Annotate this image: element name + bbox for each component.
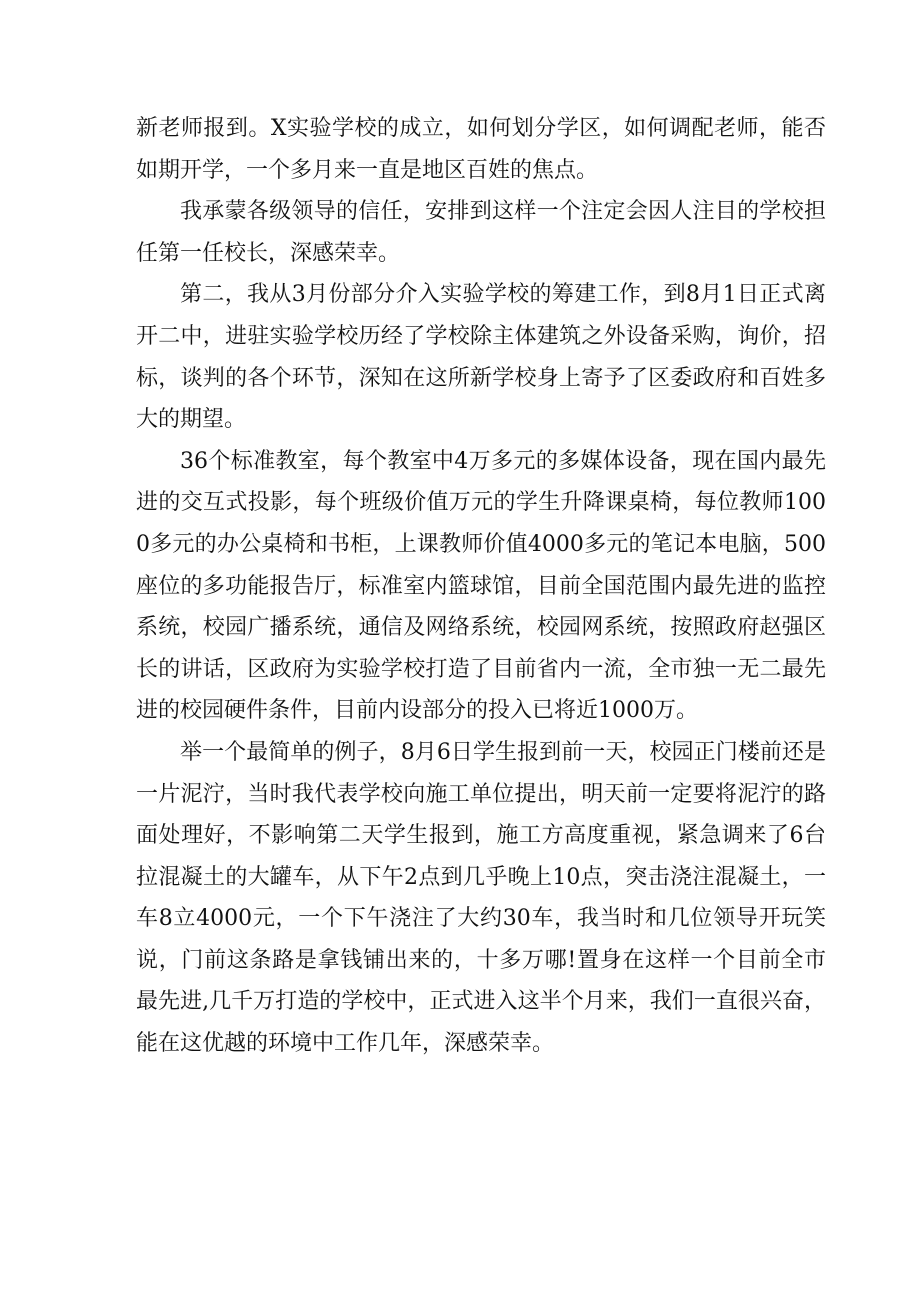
paragraph-5: 举一个最简单的例子，8月6日学生报到前一天，校园正门楼前还是一片泥泞，当时我代表学校向施工单位提出，明天前一定要将泥泞的路面处理好，不影响第二天学生报到，施工方高度重视，紧急调来了6台拉混凝土的大罐车，从下午2点到几乎晚上10点，突击浇注混凝土，一车8立4000元，一个下午浇注了大约30车，我当时和几位领导开玩笑说，门前这条路是拿钱铺出来的，十多万哪!置身在这样一个目前全市最先进,几千万打造的学校中，正式进入这半个月来，我们一直很兴奋，能在这优越的环境中工作几年，深感荣幸。	[136, 739, 826, 1057]
paragraph-3: 第二，我从3月份部分介入实验学校的筹建工作，到8月1日正式离开二中，进驻实验学校历经了学校除主体建筑之外设备采购，询价，招标，谈判的各个环节，深知在这所新学校身上寄予了区委政府和百姓多大的期望。	[136, 282, 826, 433]
paragraph-2: 我承蒙各级领导的信任，安排到这样一个注定会因人注目的学校担任第一任校长，深感荣幸。	[136, 199, 826, 266]
paragraph-4: 36个标准教室，每个教室中4万多元的多媒体设备，现在国内最先进的交互式投影，每个班级价值万元的学生升降课桌椅，每位教师1000多元的办公桌椅和书柜，上课教师价值4000多元的笔记本电脑，500座位的多功能报告厅，标准室内篮球馆，目前全国范围内最先进的监控系统，校园广播系统，通信及网络系统，校园网系统，按照政府赵强区长的讲话，区政府为实验学校打造了目前省内一流，全市独一无二最先进的校园硬件条件，目前内设部分的投入已将近1000万。	[136, 448, 826, 724]
paragraph-1: 新老师报到。X实验学校的成立，如何划分学区，如何调配老师，能否如期开学，一个多月来一直是地区百姓的焦点。	[136, 116, 826, 183]
document-body	[136, 108, 826, 1065]
